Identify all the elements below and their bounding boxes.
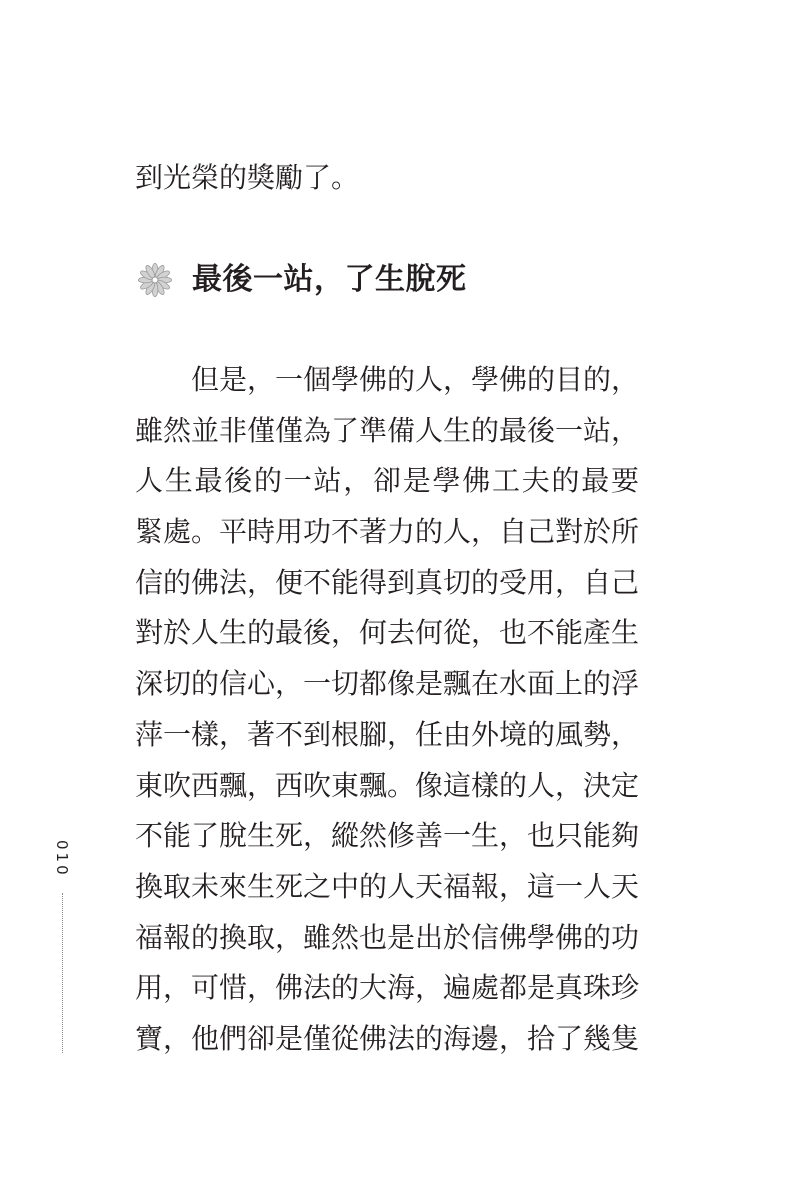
flower-center [152, 277, 158, 283]
page-number-dotted-rule [62, 893, 63, 1053]
paragraph-line: 用，可惜，佛法的大海，遍處都是真珠珍 [135, 971, 639, 1005]
paragraph-line: 東吹西飄，西吹東飄。像這樣的人，決定 [135, 768, 639, 802]
paragraph-line: 信的佛法，便不能得到真切的受用，自己 [135, 565, 639, 599]
paragraph-line: 寶，他們卻是僅從佛法的海邊，拾了幾隻 [135, 1021, 639, 1055]
continued-text-line: 到光榮的獎勵了。 [135, 161, 360, 194]
paragraph-line: 緊處。平時用功不著力的人，自己對於所 [135, 515, 639, 549]
section-heading: 最後一站，了生脫死 [192, 262, 467, 297]
paragraph-line: 但是，一個學佛的人，學佛的目的， [191, 363, 639, 396]
flower-ornament-icon [136, 261, 174, 299]
paragraph-line: 萍一樣，著不到根腳，任由外境的風勢， [135, 717, 639, 751]
paragraph-line: 人生最後的一站，卻是學佛工夫的最要 [135, 464, 639, 498]
paragraph-line: 深切的信心，一切都像是飄在水面上的浮 [135, 667, 639, 701]
paragraph-line: 雖然並非僅僅為了準備人生的最後一站， [135, 413, 639, 447]
paragraph-line: 不能了脫生死，縱然修善一生，也只能夠 [135, 819, 639, 853]
page-number: 010 [53, 840, 71, 878]
body-paragraph [135, 355, 639, 1065]
section-heading-row [135, 258, 639, 302]
paragraph-line: 對於人生的最後，何去何從，也不能產生 [135, 616, 639, 650]
paragraph-line: 換取未來生死之中的人天福報，這一人天 [135, 869, 639, 903]
paragraph-line: 福報的換取，雖然也是出於信佛學佛的功 [135, 920, 639, 954]
